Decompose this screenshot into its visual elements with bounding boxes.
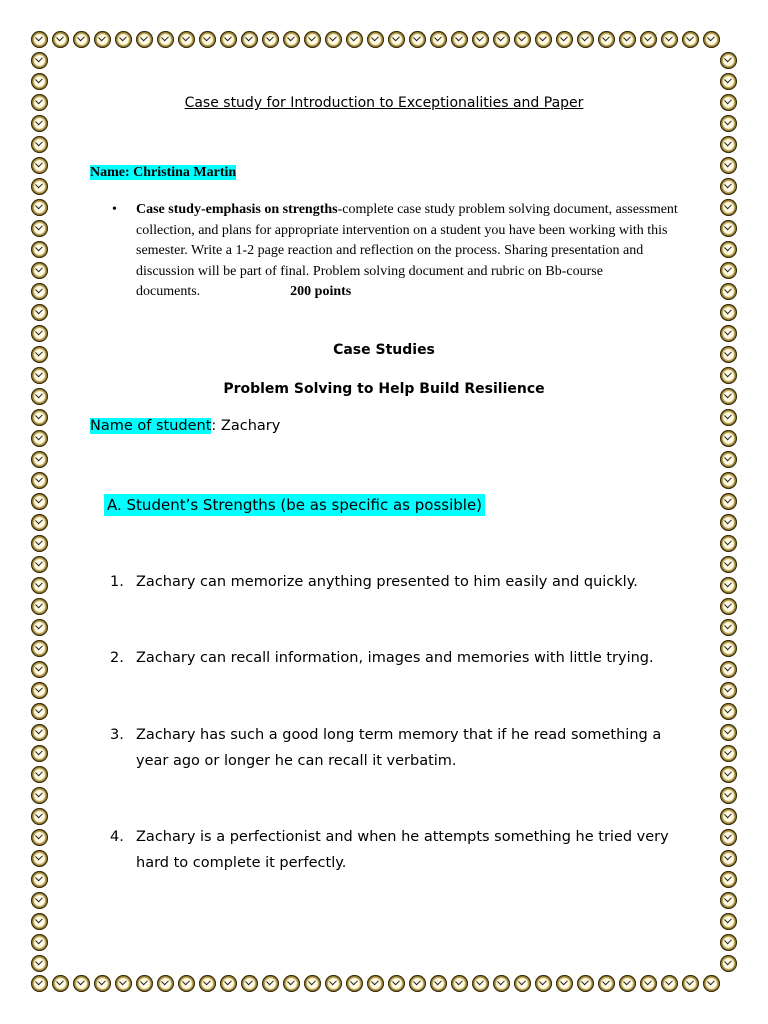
clock-icon: [52, 31, 69, 48]
clock-icon: [720, 934, 737, 951]
heading-case-studies: Case Studies: [333, 342, 435, 358]
clock-icon: [31, 745, 48, 762]
list-number: 3.: [110, 727, 124, 743]
clock-icon: [514, 975, 531, 992]
author-name-label: Name: Christina Martin: [90, 165, 237, 180]
clock-icon: [703, 31, 720, 48]
clock-icon: [720, 577, 737, 594]
clock-icon: [720, 661, 737, 678]
clock-icon: [720, 514, 737, 531]
clock-icon: [199, 31, 216, 48]
clock-icon: [31, 955, 48, 972]
clock-icon: [535, 975, 552, 992]
list-item: [110, 722, 690, 774]
clock-icon: [661, 31, 678, 48]
clock-icon: [31, 472, 48, 489]
clock-icon: [31, 136, 48, 153]
clock-icon: [720, 472, 737, 489]
clock-icon: [31, 514, 48, 531]
clock-icon: [720, 955, 737, 972]
clock-icon: [94, 975, 111, 992]
clock-icon: [720, 325, 737, 342]
clock-icon: [367, 31, 384, 48]
clock-icon: [703, 975, 720, 992]
clock-icon: [73, 31, 90, 48]
clock-icon: [31, 115, 48, 132]
clock-icon: [31, 157, 48, 174]
clock-icon: [720, 808, 737, 825]
assignment-body: -complete case study problem solving document, assessment collection, and plans for appropriate intervention on a student you have been working with this semester. Write a 1-2 page reaction and reflection on the process. Sharing presentation and discussion will be part of final. Problem solving document and rubric on Bb-course documents.: [136, 202, 678, 299]
clock-icon: [720, 682, 737, 699]
clock-icon: [52, 975, 69, 992]
clock-icon: [31, 913, 48, 930]
clock-icon: [720, 262, 737, 279]
clock-icon: [304, 31, 321, 48]
clock-icon: [451, 31, 468, 48]
clock-icon: [220, 975, 237, 992]
clock-icon: [31, 283, 48, 300]
border-bottom: [31, 975, 724, 992]
clock-icon: [619, 975, 636, 992]
clock-icon: [31, 724, 48, 741]
clock-icon: [720, 871, 737, 888]
assignment-lead: Case study-emphasis on strengths: [136, 202, 338, 217]
clock-icon: [31, 493, 48, 510]
student-name: [90, 418, 280, 434]
clock-icon: [367, 975, 384, 992]
list-item: [110, 569, 690, 595]
clock-icon: [720, 304, 737, 321]
clock-icon: [720, 430, 737, 447]
clock-icon: [682, 31, 699, 48]
clock-icon: [199, 975, 216, 992]
clock-icon: [720, 724, 737, 741]
clock-icon: [325, 31, 342, 48]
clock-icon: [388, 975, 405, 992]
list-text: Zachary is a perfectionist and when he attempts something he tried very hard to complete it perfectly.: [136, 829, 669, 871]
clock-icon: [31, 556, 48, 573]
assignment-points: 200 points: [290, 284, 352, 299]
clock-icon: [720, 283, 737, 300]
clock-icon: [31, 199, 48, 216]
clock-icon: [157, 31, 174, 48]
heading-problem-solving: Problem Solving to Help Build Resilience: [223, 381, 545, 397]
clock-icon: [493, 31, 510, 48]
clock-icon: [720, 241, 737, 258]
clock-icon: [241, 31, 258, 48]
clock-icon: [31, 52, 48, 69]
clock-icon: [661, 975, 678, 992]
author-name: [90, 165, 236, 181]
clock-icon: [451, 975, 468, 992]
list-text: Zachary has such a good long term memory that if he read something a year ago or longer he can recall it verbatim.: [136, 727, 662, 769]
clock-icon: [283, 975, 300, 992]
clock-icon: [493, 975, 510, 992]
clock-icon: [514, 31, 531, 48]
clock-icon: [262, 975, 279, 992]
list-text: Zachary can recall information, images and memories with little trying.: [136, 650, 654, 666]
clock-icon: [577, 31, 594, 48]
clock-icon: [720, 598, 737, 615]
clock-icon: [283, 31, 300, 48]
clock-icon: [157, 975, 174, 992]
assignment-text: [136, 200, 682, 303]
clock-icon: [31, 661, 48, 678]
clock-icon: [409, 31, 426, 48]
clock-icon: [304, 975, 321, 992]
clock-icon: [31, 682, 48, 699]
clock-icon: [720, 199, 737, 216]
clock-icon: [31, 262, 48, 279]
clock-icon: [720, 640, 737, 657]
list-item: [110, 645, 690, 671]
clock-icon: [720, 892, 737, 909]
border-right: [720, 52, 737, 976]
clock-icon: [31, 535, 48, 552]
clock-icon: [472, 975, 489, 992]
clock-icon: [720, 535, 737, 552]
clock-icon: [325, 975, 342, 992]
clock-icon: [31, 409, 48, 426]
clock-icon: [31, 178, 48, 195]
clock-icon: [178, 31, 195, 48]
clock-icon: [577, 975, 594, 992]
document-title: Case study for Introduction to Exceptionalities and Paper: [184, 95, 584, 111]
clock-icon: [31, 325, 48, 342]
clock-icon: [598, 31, 615, 48]
clock-icon: [720, 157, 737, 174]
clock-icon: [720, 409, 737, 426]
clock-icon: [178, 975, 195, 992]
clock-icon: [472, 31, 489, 48]
clock-icon: [720, 178, 737, 195]
clock-icon: [31, 934, 48, 951]
border-top: [31, 31, 724, 48]
clock-icon: [430, 31, 447, 48]
clock-icon: [31, 975, 48, 992]
clock-icon: [640, 31, 657, 48]
clock-icon: [346, 975, 363, 992]
border-left: [31, 52, 48, 976]
bullet-icon: •: [112, 202, 117, 217]
clock-icon: [720, 913, 737, 930]
clock-icon: [31, 829, 48, 846]
student-name-value: : Zachary: [211, 418, 281, 434]
clock-icon: [720, 493, 737, 510]
clock-icon: [619, 31, 636, 48]
clock-icon: [720, 703, 737, 720]
clock-icon: [262, 31, 279, 48]
clock-icon: [535, 31, 552, 48]
clock-icon: [720, 556, 737, 573]
clock-icon: [720, 136, 737, 153]
list-item: [110, 824, 690, 876]
clock-icon: [720, 73, 737, 90]
clock-icon: [682, 975, 699, 992]
clock-icon: [640, 975, 657, 992]
clock-icon: [31, 304, 48, 321]
clock-icon: [241, 975, 258, 992]
list-number: 1.: [110, 574, 124, 590]
clock-icon: [31, 241, 48, 258]
clock-icon: [388, 31, 405, 48]
clock-icon: [556, 31, 573, 48]
clock-icon: [720, 850, 737, 867]
clock-icon: [31, 598, 48, 615]
clock-icon: [720, 829, 737, 846]
clock-icon: [31, 703, 48, 720]
clock-icon: [31, 766, 48, 783]
clock-icon: [73, 975, 90, 992]
clock-icon: [115, 31, 132, 48]
section-a-heading: A. Student’s Strengths (be as specific as possible): [104, 494, 485, 516]
clock-icon: [720, 451, 737, 468]
clock-icon: [31, 31, 48, 48]
clock-icon: [720, 745, 737, 762]
clock-icon: [31, 220, 48, 237]
clock-icon: [136, 975, 153, 992]
list-number: 2.: [110, 650, 124, 666]
clock-icon: [430, 975, 447, 992]
clock-icon: [720, 220, 737, 237]
clock-icon: [720, 766, 737, 783]
clock-icon: [31, 430, 48, 447]
list-number: 4.: [110, 829, 124, 845]
clock-icon: [720, 787, 737, 804]
assignment-bullet: [112, 200, 682, 303]
clock-icon: [31, 892, 48, 909]
clock-icon: [31, 451, 48, 468]
clock-icon: [136, 31, 153, 48]
clock-icon: [31, 73, 48, 90]
clock-icon: [720, 619, 737, 636]
clock-icon: [115, 975, 132, 992]
clock-icon: [409, 975, 426, 992]
clock-icon: [31, 640, 48, 657]
clock-icon: [31, 871, 48, 888]
clock-icon: [31, 619, 48, 636]
clock-icon: [31, 787, 48, 804]
clock-icon: [720, 115, 737, 132]
clock-icon: [220, 31, 237, 48]
clock-icon: [556, 975, 573, 992]
clock-icon: [720, 52, 737, 69]
clock-icon: [94, 31, 111, 48]
clock-icon: [31, 577, 48, 594]
clock-icon: [31, 850, 48, 867]
clock-icon: [598, 975, 615, 992]
clock-icon: [346, 31, 363, 48]
student-name-label: Name of student: [90, 418, 212, 434]
list-text: Zachary can memorize anything presented to him easily and quickly.: [136, 574, 638, 590]
clock-icon: [31, 808, 48, 825]
